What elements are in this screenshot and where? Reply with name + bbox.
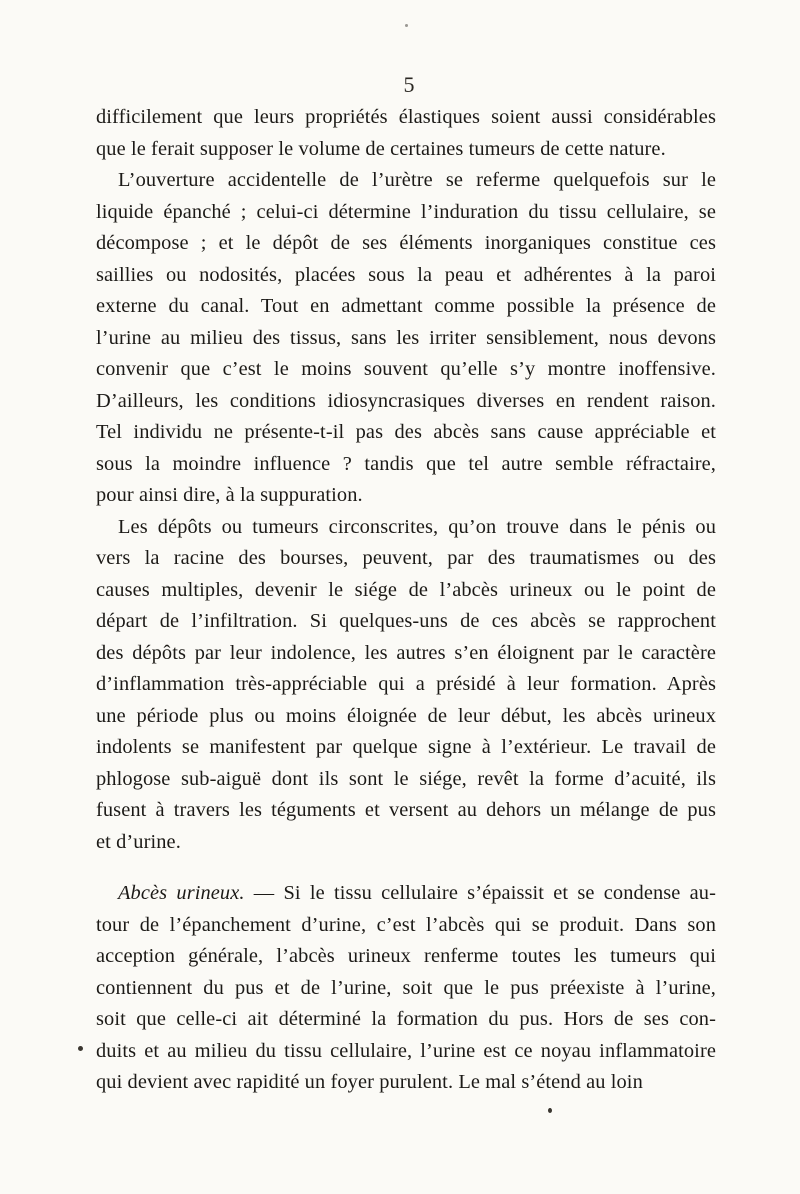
text-line: d’inflammation très-appréciable qui a présidé à leur formation. Après bbox=[96, 673, 716, 695]
text-line: causes multiples, devenir le siége de l’abcès urineux ou le point de bbox=[96, 578, 716, 601]
text-line: départ de l’infiltration. Si quelques-uns de ces abcès se rapprochent bbox=[96, 610, 716, 632]
text-line: Les dépôts ou tumeurs circonscrites, qu’on trouve dans le pénis ou bbox=[118, 515, 716, 538]
text-line: l’urine au milieu des tissus, sans les irriter sensiblement, nous devons bbox=[96, 326, 716, 349]
text-line: décompose ; et le dépôt de ses éléments inorganiques constitue ces bbox=[96, 232, 716, 254]
text-line: difficilement que leurs propriétés élastiques soient aussi considérables bbox=[96, 106, 716, 128]
text-line: contiennent du pus et de l’urine, soit que le pus préexiste à l’urine, bbox=[96, 976, 716, 999]
body-text bbox=[96, 102, 716, 1099]
text-line: soit que celle-ci ait déterminé la formation du pus. Hors de ses con- bbox=[96, 1008, 716, 1030]
text-line: externe du canal. Tout en admettant comme possible la présence de bbox=[96, 295, 716, 317]
text-line: fusent à travers les téguments et versent au dehors un mélange de pus bbox=[96, 799, 716, 821]
text-run: — Si le tissu cellulaire s’épaissit et se condense au- bbox=[244, 882, 716, 904]
text-line: Tel individu ne présente-t-il pas des abcès sans cause appréciable et bbox=[96, 421, 716, 443]
text-line bbox=[96, 878, 716, 910]
ink-speck bbox=[548, 1108, 552, 1113]
text-line: sous la moindre influence ? tandis que tel autre semble réfractaire, bbox=[96, 452, 716, 475]
text-line: D’ailleurs, les conditions idiosyncrasiques diverses en rendent raison. bbox=[96, 389, 716, 412]
ink-speck bbox=[78, 1046, 83, 1051]
paragraph-3 bbox=[96, 512, 716, 859]
text-line: duits et au milieu du tissu cellulaire, l’urine est ce noyau inflammatoire bbox=[96, 1039, 716, 1062]
text-line: L’ouverture accidentelle de l’urètre se referme quelquefois sur le bbox=[118, 169, 716, 191]
text-line: phlogose sub-aiguë dont ils sont le siége, revêt la forme d’acuité, ils bbox=[96, 767, 716, 790]
paragraph-spacer bbox=[96, 858, 716, 878]
paragraph-1 bbox=[96, 102, 716, 165]
text-line: indolents se manifestent par quelque signe à l’extérieur. Le travail de bbox=[96, 736, 716, 758]
text-line: et d’urine. bbox=[96, 830, 181, 853]
text-line: liquide épanché ; celui-ci détermine l’induration du tissu cellulaire, se bbox=[96, 200, 716, 223]
text-line: qui devient avec rapidité un foyer purulent. Le mal s’étend au loin bbox=[96, 1071, 643, 1093]
text-line: vers la racine des bourses, peuvent, par des traumatismes ou des bbox=[96, 547, 716, 569]
text-line: convenir que c’est le moins souvent qu’elle s’y montre inoffensive. bbox=[96, 358, 716, 380]
text-line: acception générale, l’abcès urineux renferme toutes les tumeurs qui bbox=[96, 945, 716, 967]
paragraph-2 bbox=[96, 165, 716, 512]
text-line: tour de l’épanchement d’urine, c’est l’abcès qui se produit. Dans son bbox=[96, 913, 716, 936]
text-line: une période plus ou moins éloignée de leur début, les abcès urineux bbox=[96, 704, 716, 727]
text-line: saillies ou nodosités, placées sous la peau et adhérentes à la paroi bbox=[96, 263, 716, 286]
section-heading: Abcès urineux. bbox=[118, 882, 245, 904]
paragraph-4 bbox=[96, 878, 716, 1099]
ink-speck bbox=[405, 24, 408, 27]
page-number: 5 bbox=[403, 72, 415, 97]
text-line: des dépôts par leur indolence, les autres s’en éloignent par le caractère bbox=[96, 641, 716, 664]
text-line: que le ferait supposer le volume de certaines tumeurs de cette nature. bbox=[96, 137, 666, 160]
text-line: pour ainsi dire, à la suppuration. bbox=[96, 484, 363, 506]
